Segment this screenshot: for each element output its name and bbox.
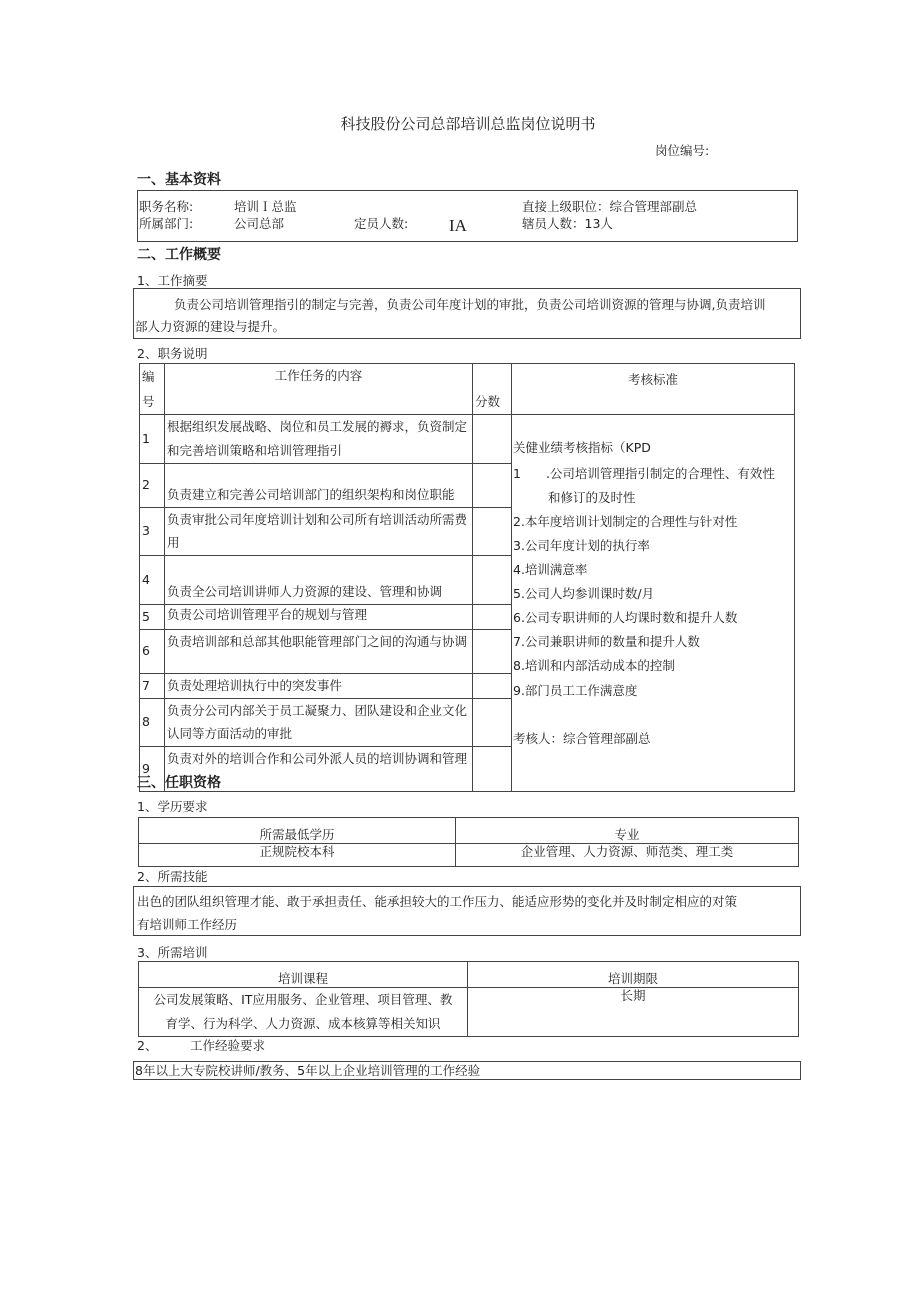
kpi-item: 7.公司兼职讲师的数量和提升人数 [513,634,700,649]
duties-label: 2、职务说明 [137,346,208,361]
edu-header-min: 所需最低学历 [139,818,456,844]
training-period-value: 长期 [468,988,799,1037]
quota-value: IA [449,216,467,235]
header-no: 编号 [140,364,165,415]
job-title-label: 职务名称: [139,199,194,214]
experience-label-number: 2、 [137,1038,158,1053]
training-label: 3、所需培训 [137,945,208,960]
summary-label: 1、工作摘要 [137,273,208,288]
skills-line-2: 有培训师工作经历 [137,917,238,932]
training-header-course: 培训课程 [139,962,468,988]
education-label: 1、学历要求 [137,799,208,814]
skills-line-1: 出色的团队组织管理才能、敢于承担责任、能承担较大的工作压力、能适应形势的变化并及时制定相应的对策 [137,894,738,909]
row-task: 负责审批公司年度培训计划和公司所有培训活动所需费用 [165,507,473,556]
section-qualification-heading: 三、任职资格 [137,775,221,791]
job-title-value: 培训Ｉ总监 [234,199,297,214]
training-course-line-1: 公司发展策略、IT应用服务、企业管理、项目管理、教 [153,992,453,1007]
row-task: 负责处理培训执行中的突发事件 [165,673,473,698]
experience-value: 8年以上大专院校讲师/教务、5年以上企业培训管理的工作经验 [135,1063,481,1078]
kpi-item: 5.公司人均参训课时数/月 [513,586,655,601]
row-no: 1 [140,415,165,464]
row-task: 负责分公司内部关于员工凝聚力、团队建设和企业文化认同等方面活动的审批 [165,698,473,747]
dept-label: 所属部门: [139,216,194,231]
kpi-cell [512,415,795,792]
row-task: 负责建立和完善公司培训部门的组织架构和岗位职能 [165,463,473,507]
edu-major-value: 企业管理、人力资源、师范类、理工类 [456,844,799,867]
section-overview-heading: 二、工作概要 [137,247,221,263]
row-task: 负责对外的培训合作和公司外派人员的培训协调和管理 [165,747,473,792]
header-score: 分数 [473,364,512,415]
training-table [138,961,799,1037]
experience-label: 工作经验要求 [190,1038,266,1053]
kpi-title: 关健业绩考核指标（KPD [513,440,651,455]
training-course-line-2: 育学、行为科学、人力资源、成本核算等相关知识 [165,1015,441,1031]
row-task: 负责全公司培训讲师人力资源的建设、管理和协调 [165,556,473,605]
kpi-item: 4.培训满意率 [513,562,588,577]
header-task: 工作任务的内容 [165,364,473,415]
row-no: 2 [140,463,165,507]
quota-label: 定员人数: [354,216,409,231]
summary-line-2: 部人力资源的建设与提升。 [135,319,286,334]
row-no: 5 [140,605,165,630]
row-no: 4 [140,556,165,605]
duties-table [139,363,795,792]
row-no: 3 [140,507,165,556]
subordinates-count: 辖员人数：13人 [522,216,613,231]
section-basic-info-heading: 一、基本资料 [137,172,221,188]
training-header-period: 培训期限 [468,962,799,988]
post-number-label: 岗位编号: [655,143,710,158]
kpi-item: 2.本年度培训计划制定的合理性与针对性 [513,514,738,529]
kpi-item: 1 .公司培训管理指引制定的合理性、有效性 [513,466,775,481]
kpi-item: 6.公司专职讲师的人均课时数和提升人数 [513,610,738,625]
skills-box [133,886,801,936]
skills-label: 2、所需技能 [137,869,208,884]
row-task: 根据组织发展战略、岗位和员工发展的褥求，负资制定和完善培训策略和培训管理指引 [165,415,473,464]
row-task: 负责公司培训管理平台的规划与管理 [165,605,473,630]
experience-box [133,1061,801,1080]
row-no: 8 [140,698,165,747]
dept-value: 公司总部 [234,216,285,231]
row-no: 6 [140,629,165,673]
summary-line-1: 负责公司培训管理指引的制定与完善，负责公司年度计划的审批，负责公司培训资源的管理与协调,负责培训 [174,297,766,312]
superior-position: 直接上级职位：综合管理部副总 [522,199,698,214]
row-task: 负责培训部和总部其他职能管理部门之间的沟通与协调 [165,629,473,673]
basic-info-box [137,190,798,242]
edu-min-value: 正规院校本科 [139,844,456,867]
row-no: 9 [140,747,165,792]
row-no: 7 [140,673,165,698]
assessor: 考核人：综合管理部副总 [513,731,651,746]
education-table [138,817,799,867]
kpi-item: 3.公司年度计划的执行率 [513,538,650,553]
header-standard: 考核标准 [512,364,795,415]
summary-box [133,288,801,339]
kpi-item: 和修订的及时性 [548,490,636,505]
kpi-item: 8.培训和内部活动成本的控制 [513,658,675,673]
edu-header-major: 专业 [456,818,799,844]
document-title: 科技股份公司总部培训总监岗位说明书 [340,115,596,133]
kpi-item: 9.部门员工工作满意度 [513,683,638,698]
